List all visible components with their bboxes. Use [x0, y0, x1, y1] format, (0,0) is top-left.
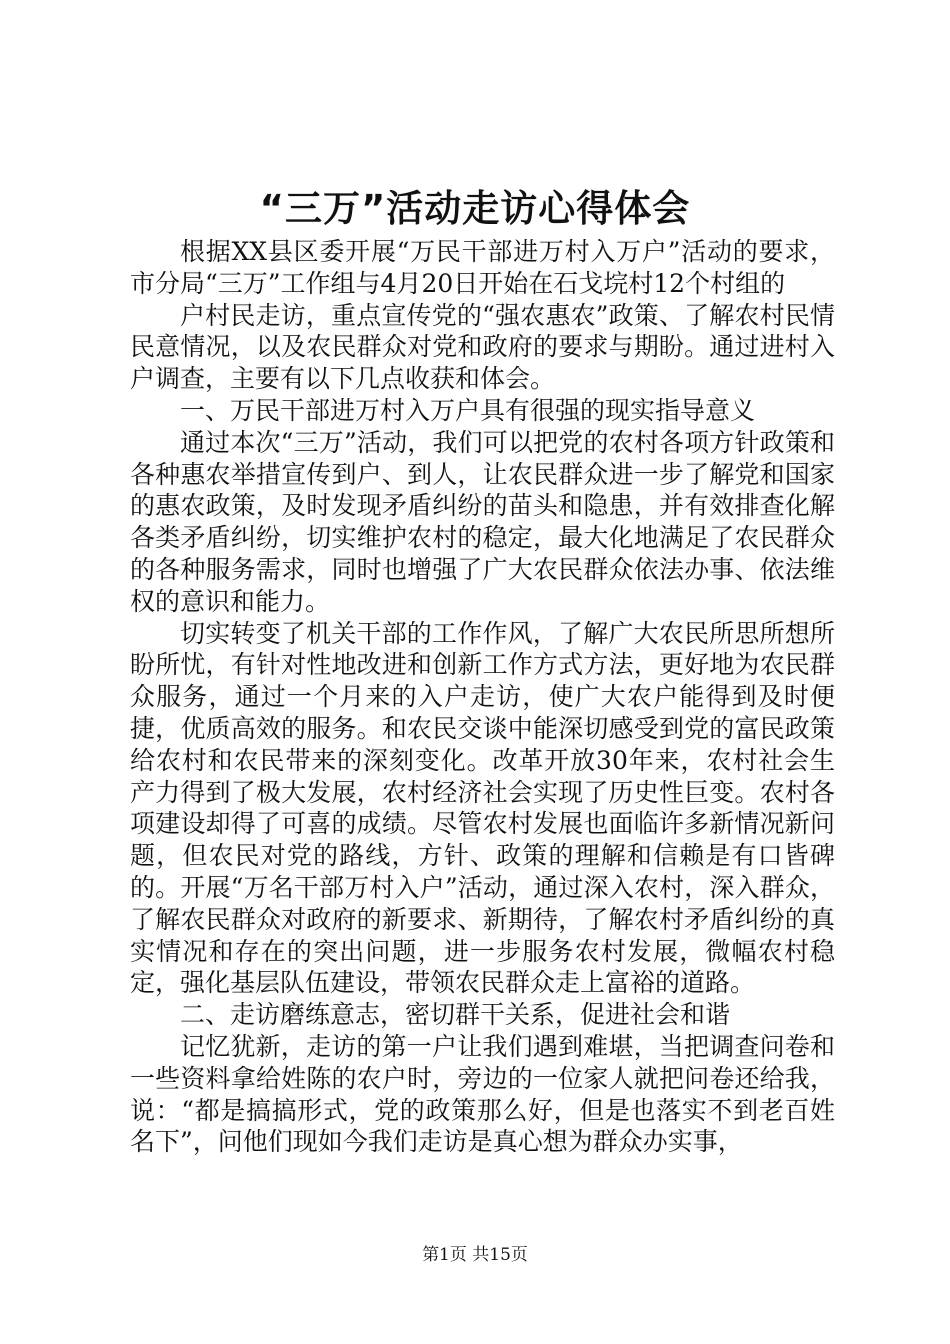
- paragraph-1: 根据XX县区委开展“万民干部进万村入万户”活动的要求，市分局“三万”工作组与4月20日开始在石戈垸村12个村组的: [130, 237, 835, 298]
- paragraph-2: 户村民走访，重点宣传党的“强农惠农”政策、了解农村民情民意情况，以及农民群众对党和政府的要求与期盼。通过进村入户调查，主要有以下几点收获和体会。: [130, 300, 835, 394]
- page-number-footer: 第1页 共15页: [422, 1245, 528, 1265]
- section-heading-1: 一、万民干部进万村入万户具有很强的现实指导意义: [180, 395, 756, 425]
- paragraph-4: 切实转变了机关干部的工作作风，了解广大农民所思所想所盼所忧，有针对性地改进和创新工作方式方法，更好地为农民群众服务，通过一个月来的入户走访，使广大农户能得到及时便捷，优质高效的服务。和农民交谈中能深切感受到党的富民政策给农村和农民带来的深刻变化。改革开放30年来，农村社会生产力得到了极大发展，农村经济社会实现了历史性巨变。农村各项建设却得了可喜的成绩。尽管农村发展也面临许多新情况新问题，但农民对党的路线，方针、政策的理解和信赖是有口皆碑的。开展“万名干部万村入户”活动，通过深入农村，深入群众，了解农民群众对政府的新要求、新期待，了解农村矛盾纠纷的真实情况和存在的突出问题，进一步服务农村发展，微幅农村稳定，强化基层队伍建设，带领农民群众走上富裕的道路。: [130, 618, 835, 998]
- paragraph-5: 记忆犹新，走访的第一户让我们遇到难堪，当把调查问卷和一些资料拿给姓陈的农户时，旁边的一位家人就把问卷还给我，说：“都是搞搞形式，党的政策那么好，但是也落实不到老百姓名下”，问他们现如今我们走访是真心想为群众办实事，: [130, 1031, 835, 1157]
- document-title: “三万”活动走访心得体会: [259, 187, 691, 230]
- paragraph-3: 通过本次“三万”活动，我们可以把党的农村各项方针政策和各种惠农举措宣传到户、到人，让农民群众进一步了解党和国家的惠农政策，及时发现矛盾纠纷的苗头和隐患，并有效排查化解各类矛盾纠纷，切实维护农村的稳定，最大化地满足了农民群众的各种服务需求，同时也增强了广大农民群众依法办事、依法维权的意识和能力。: [130, 427, 835, 616]
- section-heading-2: 二、走访磨练意志，密切群干关系，促进社会和谐: [180, 1000, 731, 1030]
- document-body: [130, 236, 835, 1158]
